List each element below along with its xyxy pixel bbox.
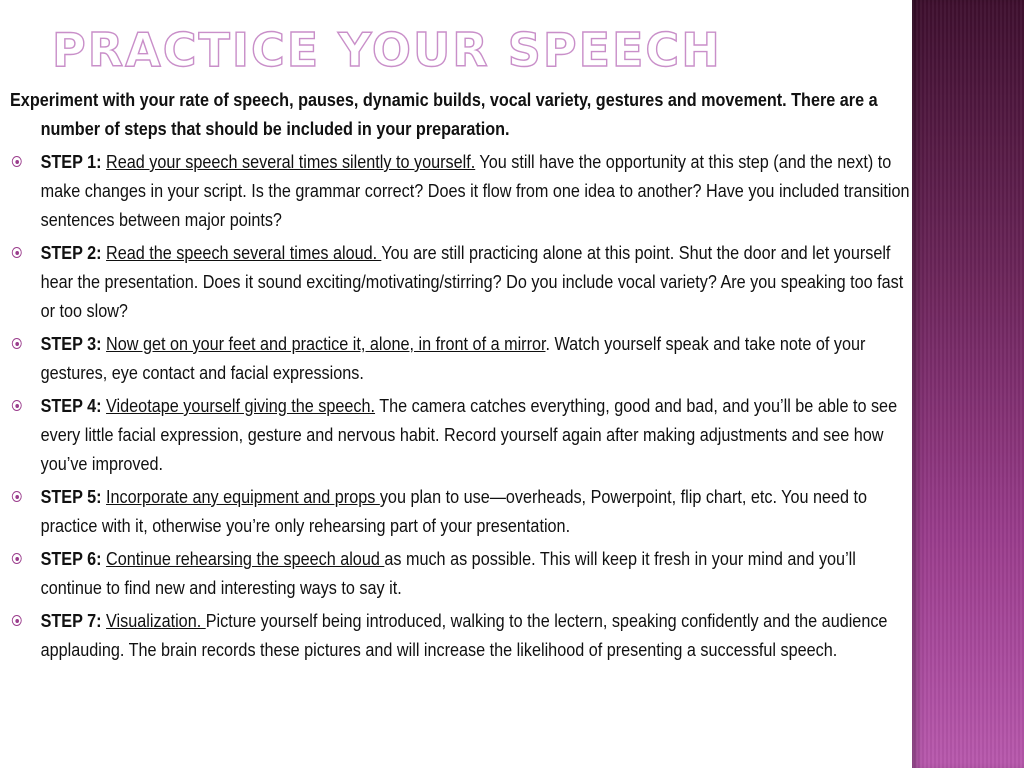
step-action: Visualization. <box>106 611 206 631</box>
step-item-2 <box>10 239 910 326</box>
step-text: You still have the opportunity at this step (and the next) to make changes in your script. Is the grammar correct? Does it flow from one idea to another? Have you included transition sentences between major points? <box>40 152 910 230</box>
step-item-7 <box>10 607 910 665</box>
target-bullet-icon <box>12 491 22 502</box>
slide-body <box>10 86 910 669</box>
slide-title: PRACTICE YOUR SPEECH <box>52 23 722 77</box>
decorative-sidebar <box>912 0 1024 768</box>
step-action: Continue rehearsing the speech aloud <box>106 549 385 569</box>
step-item-5 <box>10 483 910 541</box>
step-text: you plan to use—overheads, Powerpoint, flip chart, etc. You need to practice with it, otherwise you’re only rehearsing part of your presentation. <box>40 487 868 536</box>
sidebar-texture <box>912 0 1024 768</box>
step-label: STEP 1: <box>40 152 102 172</box>
step-label: STEP 5: <box>40 487 102 507</box>
intro-paragraph: Experiment with your rate of speech, pauses, dynamic builds, vocal variety, gestures and movement. There are a number of steps that should be included in your preparation. <box>10 90 878 139</box>
step-label: STEP 3: <box>40 334 102 354</box>
step-text: You are still practicing alone at this point. Shut the door and let yourself hear the presentation. Does it sound exciting/motivating/stirring? Do you include vocal variety? Are you speaking too fast or too slow? <box>40 243 904 321</box>
target-bullet-icon <box>12 553 22 564</box>
step-item-6 <box>10 545 910 603</box>
step-text: . Watch yourself speak and take note of your gestures, eye contact and facial expressions. <box>40 334 866 383</box>
step-action: Incorporate any equipment and props <box>106 487 380 507</box>
step-action: Videotape yourself giving the speech. <box>106 396 376 416</box>
target-bullet-icon <box>12 400 22 411</box>
step-label: STEP 4: <box>40 396 102 416</box>
step-text: as much as possible. This will keep it fresh in your mind and you’ll continue to find new and interesting ways to say it. <box>40 549 856 598</box>
step-label: STEP 6: <box>40 549 102 569</box>
target-bullet-icon <box>12 615 22 626</box>
step-item-4 <box>10 392 910 479</box>
step-item-3 <box>10 330 910 388</box>
step-label: STEP 7: <box>40 611 102 631</box>
step-action: Read the speech several times aloud. <box>106 243 382 263</box>
target-bullet-icon <box>12 156 22 167</box>
step-text: Picture yourself being introduced, walking to the lectern, speaking confidently and the audience applauding. The brain records these pictures and will increase the likelihood of presenting a successful speech. <box>40 611 888 660</box>
step-text: The camera catches everything, good and bad, and you’ll be able to see every little facial expression, gesture and nervous habit. Record yourself again after making adjustments and see how you’ve improved. <box>40 396 898 474</box>
step-action: Now get on your feet and practice it, alone, in front of a mirror <box>106 334 546 354</box>
step-label: STEP 2: <box>40 243 102 263</box>
step-action: Read your speech several times silently to yourself. <box>106 152 476 172</box>
step-item-1 <box>10 148 910 235</box>
target-bullet-icon <box>12 338 22 349</box>
target-bullet-icon <box>12 247 22 258</box>
